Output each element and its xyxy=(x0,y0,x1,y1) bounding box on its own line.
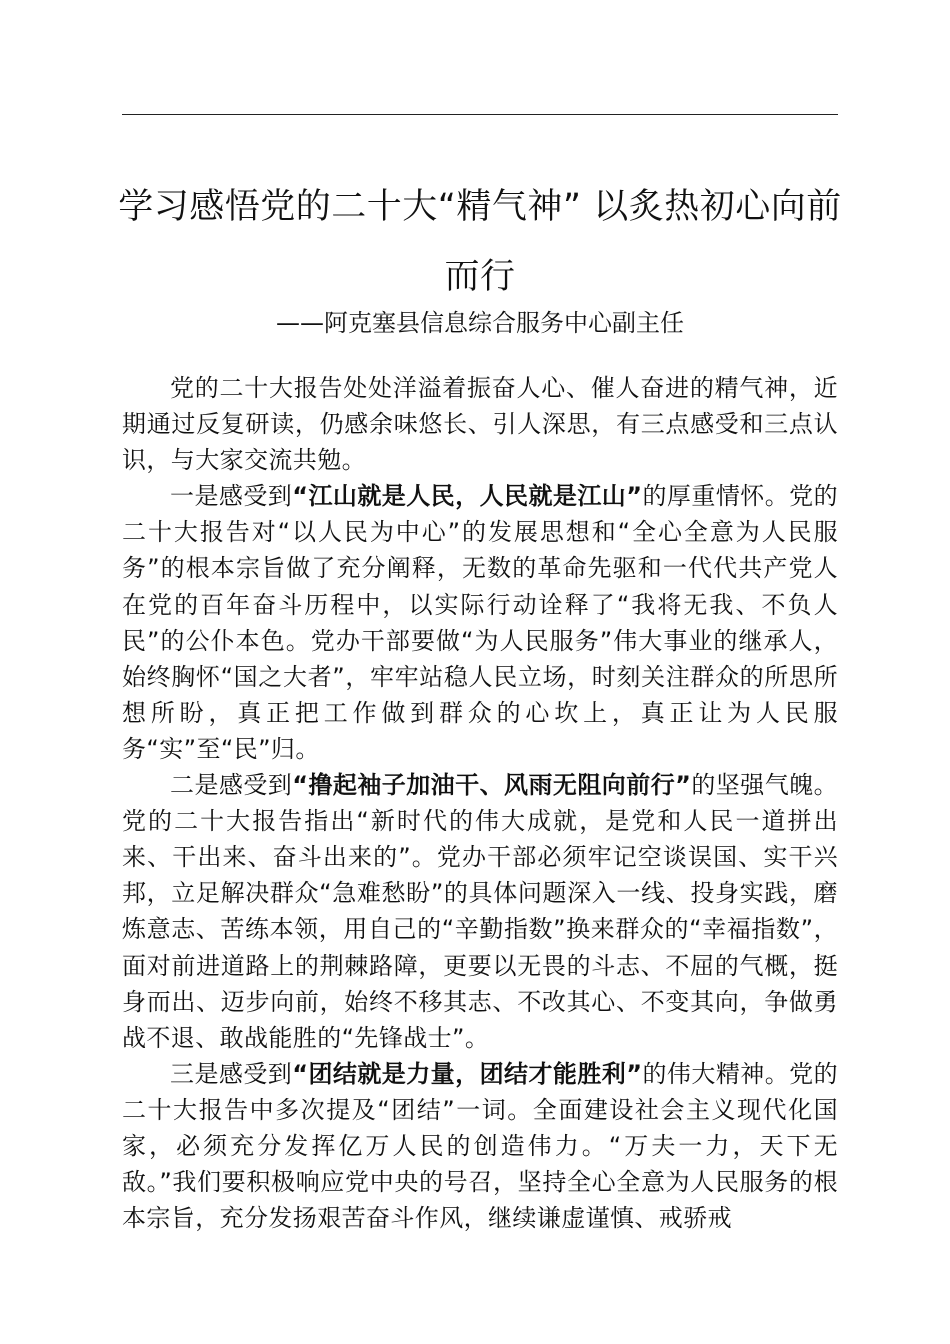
paragraph-lead: 二是感受到 xyxy=(170,771,293,800)
paragraph-lead: 三是感受到 xyxy=(170,1059,293,1088)
paragraph-point-one xyxy=(122,478,838,767)
paragraph-text: 党的二十大报告处处洋溢着振奋人心、催人奋进的精气神，近期通过反复研读，仍感余味悠长、引人深思，有三点感受和三点认识，与大家交流共勉。 xyxy=(122,374,838,475)
paragraph-text: 的伟大精神。党的二十大报告中多次提及“团结”一词。全面建设社会主义现代化国家，必须充分发挥亿万人民的创造伟力。“万夫一力，天下无敌。”我们要积极响应党中央的号召，坚持全心全意为人民服务的根本宗旨，充分发扬艰苦奋斗作风，继续谦虚谨慎、戒骄戒 xyxy=(122,1059,839,1233)
header-rule xyxy=(122,114,838,115)
paragraph-emphasis: “团结就是力量，团结才能胜利” xyxy=(292,1059,643,1088)
paragraph-point-two xyxy=(122,767,838,1056)
paragraph-point-three xyxy=(122,1056,838,1236)
paragraph-emphasis: “撸起袖子加油干、风雨无阻向前行” xyxy=(292,771,692,800)
paragraph-emphasis: “江山就是人民，人民就是江山” xyxy=(292,482,643,511)
document-title: 学习感悟党的二十大“精气神” 以炙热初心向前而行 xyxy=(118,187,842,297)
paragraph-text: 的厚重情怀。党的二十大报告对“以人民为中心”的发展思想和“全心全意为人民服务”的根本宗旨做了充分阐释，无数的革命先驱和一代代共产党人在党的百年奋斗历程中，以实际行动诠释了“我将无我、不负人民”的公仆本色。党办干部要做“为人民服务”伟大事业的继承人，始终胸怀“国之大者”，牢牢站稳人民立场，时刻关注群众的所思所想所盼，真正把工作做到群众的心坎上，真正让为人民服务“实”至“民”归。 xyxy=(122,482,839,763)
paragraph-lead: 一是感受到 xyxy=(170,482,293,511)
document-subtitle: ——阿克塞县信息综合服务中心副主任 xyxy=(276,309,684,337)
document-body xyxy=(122,370,838,1236)
paragraph-intro xyxy=(122,370,838,478)
paragraph-text: 的坚强气魄。党的二十大报告指出“新时代的伟大成就，是党和人民一道拼出来、干出来、奋斗出来的”。党办干部必须牢记空谈误国、实干兴邦，立足解决群众“急难愁盼”的具体问题深入一线、投身实践，磨炼意志、苦练本领，用自己的“辛勤指数”换来群众的“幸福指数”，面对前进道路上的荆棘路障，更要以无畏的斗志、不屈的气概，挺身而出、迈步向前，始终不移其志、不改其心、不变其向，争做勇战不退、敢战能胜的“先锋战士”。 xyxy=(122,771,838,1052)
